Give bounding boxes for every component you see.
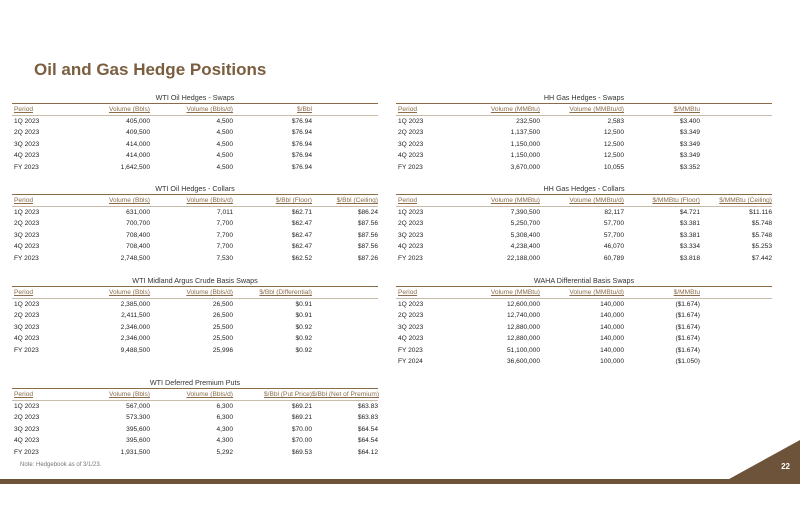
value-cell: $3.349 xyxy=(679,140,700,148)
value-cell: 2,748,500 xyxy=(120,254,150,262)
value-cell: 12,500 xyxy=(603,140,624,148)
value-cell: $64.54 xyxy=(357,437,378,445)
value-cell: 1,150,000 xyxy=(510,140,540,148)
value-cell: $63.83 xyxy=(357,403,378,410)
value-cell: 25,996 xyxy=(212,346,233,354)
table-title: WTI Midland Argus Crude Basis Swaps xyxy=(132,276,258,285)
value-cell: $3.818 xyxy=(679,254,700,262)
value-cell: $0.92 xyxy=(295,346,312,354)
value-cell: 57,700 xyxy=(603,231,624,239)
value-cell: $76.94 xyxy=(291,118,312,125)
footer-bar xyxy=(0,479,800,484)
period-cell: 3Q 2023 xyxy=(14,323,40,331)
column-header: Period xyxy=(398,197,418,204)
value-cell: 414,000 xyxy=(126,152,150,160)
value-cell: 12,880,000 xyxy=(506,335,540,343)
table-row xyxy=(12,435,378,446)
table-title: WTI Deferred Premium Puts xyxy=(149,378,241,387)
value-cell: $64.54 xyxy=(357,425,378,433)
period-cell: 4Q 2023 xyxy=(398,243,424,251)
value-cell: 631,000 xyxy=(126,209,150,216)
value-cell: 409,500 xyxy=(126,129,150,137)
table-row xyxy=(12,162,378,173)
period-cell: FY 2023 xyxy=(398,346,423,354)
table-row xyxy=(12,230,378,241)
period-cell: 2Q 2023 xyxy=(14,220,40,228)
table-row xyxy=(12,345,378,356)
value-cell: $62.52 xyxy=(291,254,312,262)
value-cell: 7,700 xyxy=(216,231,233,239)
value-cell: 2,583 xyxy=(607,118,624,125)
period-cell: 4Q 2023 xyxy=(398,335,424,343)
value-cell: $86.24 xyxy=(357,209,378,216)
period-cell: 2Q 2023 xyxy=(398,312,424,320)
table-row xyxy=(396,253,772,264)
value-cell: $5.748 xyxy=(751,220,772,228)
table-row xyxy=(396,127,772,138)
column-header: Volume (Bbls/d) xyxy=(186,197,233,204)
value-cell: $70.00 xyxy=(291,437,312,445)
value-cell: $0.91 xyxy=(295,312,312,320)
value-cell: 82,117 xyxy=(604,209,624,216)
table-row xyxy=(396,333,772,344)
period-cell: 3Q 2023 xyxy=(14,140,40,148)
table-row xyxy=(12,218,378,229)
value-cell: $3.349 xyxy=(679,129,700,137)
footnote: Note: Hedgebook as of 3/1/23. xyxy=(20,462,102,468)
value-cell: 5,292 xyxy=(216,448,233,456)
hh-gas-collars-table xyxy=(396,183,772,264)
value-cell: 2,411,500 xyxy=(121,312,150,320)
value-cell: $4.721 xyxy=(679,209,700,216)
value-cell: 10,055 xyxy=(603,163,624,171)
table-row xyxy=(396,162,772,173)
period-cell: 2Q 2023 xyxy=(398,129,424,137)
value-cell: $87.26 xyxy=(357,254,378,262)
value-cell: $87.56 xyxy=(357,243,378,251)
column-header: $/Bbl xyxy=(296,106,312,113)
value-cell: 140,000 xyxy=(600,312,624,320)
period-cell: 4Q 2023 xyxy=(14,243,40,251)
value-cell: $76.94 xyxy=(291,140,312,148)
table-header-row xyxy=(396,194,772,207)
table-row xyxy=(12,116,378,127)
period-cell: 4Q 2023 xyxy=(14,335,40,343)
period-cell: 1Q 2023 xyxy=(14,403,40,410)
table-row xyxy=(396,299,772,310)
table-title: WTI Oil Hedges - Swaps xyxy=(155,93,235,102)
value-cell: 4,500 xyxy=(216,163,233,171)
value-cell: 12,740,000 xyxy=(506,312,540,320)
table-row xyxy=(12,412,378,423)
value-cell: 57,700 xyxy=(603,220,624,228)
period-cell: 3Q 2023 xyxy=(398,323,424,331)
period-cell: 1Q 2023 xyxy=(14,209,40,216)
value-cell: 12,880,000 xyxy=(506,323,540,331)
value-cell: 140,000 xyxy=(600,323,624,331)
value-cell: 1,642,500 xyxy=(120,163,150,171)
period-cell: 1Q 2023 xyxy=(398,209,424,216)
period-cell: FY 2023 xyxy=(398,163,423,171)
value-cell: $3.400 xyxy=(679,118,700,125)
value-cell: $5.748 xyxy=(751,231,772,239)
table-row xyxy=(396,322,772,333)
value-cell: ($1.674) xyxy=(675,323,700,331)
page-title: Oil and Gas Hedge Positions xyxy=(34,60,267,79)
value-cell: $69.21 xyxy=(291,403,312,410)
period-cell: 1Q 2023 xyxy=(398,118,424,125)
period-cell: 4Q 2023 xyxy=(14,437,40,445)
value-cell: 4,300 xyxy=(216,437,233,445)
value-cell: 573,300 xyxy=(126,414,150,422)
value-cell: $3.334 xyxy=(679,243,700,251)
value-cell: $3.381 xyxy=(679,231,700,239)
value-cell: 25,500 xyxy=(212,335,233,343)
value-cell: $62.47 xyxy=(291,231,312,239)
value-cell: 232,500 xyxy=(516,118,540,125)
value-cell: 12,600,000 xyxy=(506,301,540,308)
column-header: $/MMBtu xyxy=(673,106,700,113)
period-cell: FY 2023 xyxy=(14,254,39,262)
table-row xyxy=(396,310,772,321)
value-cell: 7,390,500 xyxy=(510,209,540,216)
column-header: Volume (MMBtu) xyxy=(490,197,540,204)
value-cell: $5.253 xyxy=(751,243,772,251)
value-cell: $63.83 xyxy=(357,414,378,422)
table-header-row xyxy=(12,286,378,299)
table-row xyxy=(12,424,378,435)
table-row xyxy=(396,230,772,241)
column-header: $/Bbl (Floor) xyxy=(275,197,312,204)
period-cell: 2Q 2023 xyxy=(14,129,40,137)
value-cell: 6,300 xyxy=(216,403,233,410)
value-cell: $87.56 xyxy=(357,231,378,239)
value-cell: 708,400 xyxy=(126,243,150,251)
value-cell: $0.92 xyxy=(295,335,312,343)
column-header: Volume (MMBtu) xyxy=(490,289,540,296)
period-cell: 4Q 2023 xyxy=(14,152,40,160)
period-cell: FY 2023 xyxy=(398,254,423,262)
value-cell: ($1.674) xyxy=(675,346,700,354)
wti-deferred-premium-puts-table xyxy=(12,377,378,458)
value-cell: 46,070 xyxy=(603,243,624,251)
value-cell: 395,600 xyxy=(126,437,150,445)
column-header: Period xyxy=(14,197,34,204)
value-cell: 2,346,000 xyxy=(120,335,150,343)
value-cell: ($1.050) xyxy=(675,357,700,365)
period-cell: FY 2023 xyxy=(14,163,39,171)
value-cell: 4,500 xyxy=(216,129,233,137)
wti-oil-swaps-table xyxy=(12,92,378,173)
value-cell: $70.00 xyxy=(291,425,312,433)
value-cell: 4,238,400 xyxy=(510,243,540,251)
table-header-row xyxy=(12,103,378,116)
value-cell: 405,000 xyxy=(126,118,150,125)
value-cell: $62.47 xyxy=(291,243,312,251)
value-cell: $76.94 xyxy=(291,152,312,160)
value-cell: $0.92 xyxy=(295,323,312,331)
value-cell: 7,011 xyxy=(216,209,233,216)
value-cell: $0.91 xyxy=(295,301,312,308)
value-cell: 1,137,500 xyxy=(510,129,540,137)
value-cell: 36,600,000 xyxy=(506,357,540,365)
value-cell: 12,500 xyxy=(603,129,624,137)
column-header: $/MMBtu (Ceiling) xyxy=(719,197,772,204)
value-cell: 6,300 xyxy=(216,414,233,422)
period-cell: 2Q 2023 xyxy=(398,220,424,228)
period-cell: 1Q 2023 xyxy=(398,301,424,308)
period-cell: 1Q 2023 xyxy=(14,118,40,125)
table-row xyxy=(12,401,378,412)
table-row xyxy=(12,241,378,252)
value-cell: 12,500 xyxy=(603,152,624,160)
value-cell: 2,385,000 xyxy=(120,301,150,308)
table-title: WTI Oil Hedges - Collars xyxy=(155,184,235,193)
value-cell: ($1.674) xyxy=(675,301,700,308)
value-cell: 700,700 xyxy=(126,220,150,228)
column-header: Period xyxy=(14,289,34,296)
table-row xyxy=(396,139,772,150)
value-cell: 4,500 xyxy=(216,118,233,125)
value-cell: 7,700 xyxy=(216,243,233,251)
value-cell: 2,346,000 xyxy=(120,323,150,331)
value-cell: 708,400 xyxy=(126,231,150,239)
period-cell: 3Q 2023 xyxy=(14,231,40,239)
value-cell: $62.71 xyxy=(291,209,312,216)
value-cell: 100,000 xyxy=(600,357,624,365)
value-cell: 26,500 xyxy=(212,312,233,320)
value-cell: $3.381 xyxy=(679,220,700,228)
column-header: Volume (Bbls) xyxy=(108,106,150,113)
value-cell: $76.94 xyxy=(291,129,312,137)
value-cell: 4,500 xyxy=(216,152,233,160)
value-cell: 7,530 xyxy=(216,254,233,262)
column-header: $/Bbl (Net of Premium) xyxy=(312,391,380,398)
period-cell: 4Q 2023 xyxy=(398,152,424,160)
table-row xyxy=(12,333,378,344)
column-header: Volume (MMBtu) xyxy=(490,106,540,113)
table-row xyxy=(396,356,772,367)
column-header: Volume (Bbls/d) xyxy=(186,106,233,113)
value-cell: 4,500 xyxy=(216,140,233,148)
period-cell: 2Q 2023 xyxy=(14,312,40,320)
value-cell: 414,000 xyxy=(126,140,150,148)
period-cell: 3Q 2023 xyxy=(14,425,40,433)
table-row xyxy=(12,139,378,150)
column-header: Period xyxy=(14,106,34,113)
value-cell: 140,000 xyxy=(600,346,624,354)
value-cell: 9,488,500 xyxy=(120,346,150,354)
column-header: $/Bbl (Ceiling) xyxy=(336,197,378,204)
value-cell: 51,100,000 xyxy=(506,346,540,354)
value-cell: ($1.674) xyxy=(675,312,700,320)
table-row xyxy=(396,241,772,252)
table-title: HH Gas Hedges - Collars xyxy=(543,184,625,193)
column-header: Period xyxy=(398,289,418,296)
page-number: 22 xyxy=(781,462,790,471)
column-header: Volume (MMBtu/d) xyxy=(569,197,624,204)
value-cell: ($1.674) xyxy=(675,335,700,343)
value-cell: $11.116 xyxy=(749,209,772,216)
wti-oil-collars-table xyxy=(12,183,378,264)
column-header: Volume (Bbls) xyxy=(108,289,150,296)
period-cell: FY 2023 xyxy=(14,346,39,354)
column-header: Volume (Bbls/d) xyxy=(186,391,233,398)
value-cell: $69.21 xyxy=(291,414,312,422)
table-row xyxy=(396,345,772,356)
value-cell: 3,670,000 xyxy=(510,163,540,171)
column-header: Volume (Bbls) xyxy=(108,197,150,204)
table-row xyxy=(12,322,378,333)
table-header-row xyxy=(12,388,378,401)
hh-gas-swaps-table xyxy=(396,92,772,173)
column-header: Volume (Bbls/d) xyxy=(186,289,233,296)
column-header: Period xyxy=(398,106,418,113)
value-cell: 26,500 xyxy=(212,301,233,308)
table-header-row xyxy=(12,194,378,207)
value-cell: 567,000 xyxy=(126,403,150,410)
value-cell: 1,931,500 xyxy=(120,448,150,456)
table-row xyxy=(12,310,378,321)
table-row xyxy=(12,127,378,138)
column-header: $/MMBtu xyxy=(673,289,700,296)
value-cell: $69.53 xyxy=(291,448,312,456)
value-cell: $3.349 xyxy=(679,152,700,160)
table-row xyxy=(12,447,378,458)
table-title: WAHA Differential Basis Swaps xyxy=(533,276,635,285)
table-row xyxy=(12,207,378,218)
value-cell: 5,308,400 xyxy=(510,231,540,239)
table-row xyxy=(12,253,378,264)
period-cell: 3Q 2023 xyxy=(398,231,424,239)
value-cell: $3.352 xyxy=(679,163,700,171)
table-header-row xyxy=(396,286,772,299)
column-header: $/MMBtu (Floor) xyxy=(652,197,700,204)
value-cell: $76.94 xyxy=(291,163,312,171)
value-cell: $64.12 xyxy=(357,448,378,456)
period-cell: 3Q 2023 xyxy=(398,140,424,148)
table-row xyxy=(12,299,378,310)
value-cell: 60,789 xyxy=(603,254,624,262)
value-cell: $7.442 xyxy=(751,254,772,262)
value-cell: 7,700 xyxy=(216,220,233,228)
value-cell: 22,188,000 xyxy=(506,254,540,262)
value-cell: 4,300 xyxy=(216,425,233,433)
table-row xyxy=(396,207,772,218)
value-cell: 25,500 xyxy=(212,323,233,331)
column-header: Volume (MMBtu/d) xyxy=(569,289,624,296)
column-header: Period xyxy=(14,391,34,398)
table-header-row xyxy=(396,103,772,116)
table-row xyxy=(396,150,772,161)
column-header: $/Bbl (Differential) xyxy=(259,289,312,296)
table-row xyxy=(396,116,772,127)
period-cell: 1Q 2023 xyxy=(14,301,40,308)
column-header: $/Bbl (Put Price) xyxy=(263,391,312,398)
period-cell: FY 2023 xyxy=(14,448,39,456)
column-header: Volume (Bbls) xyxy=(108,391,150,398)
value-cell: $87.56 xyxy=(357,220,378,228)
period-cell: FY 2024 xyxy=(398,357,423,365)
value-cell: 140,000 xyxy=(600,301,624,308)
period-cell: 2Q 2023 xyxy=(14,414,40,422)
table-row xyxy=(396,218,772,229)
wti-midland-basis-swaps-table xyxy=(12,275,378,356)
value-cell: 1,150,000 xyxy=(510,152,540,160)
waha-basis-swaps-table xyxy=(396,275,772,367)
table-title: HH Gas Hedges - Swaps xyxy=(543,93,625,102)
value-cell: 395,600 xyxy=(126,425,150,433)
value-cell: 140,000 xyxy=(600,335,624,343)
table-row xyxy=(12,150,378,161)
value-cell: $62.47 xyxy=(291,220,312,228)
value-cell: 5,250,700 xyxy=(510,220,540,228)
column-header: Volume (MMBtu/d) xyxy=(569,106,624,113)
